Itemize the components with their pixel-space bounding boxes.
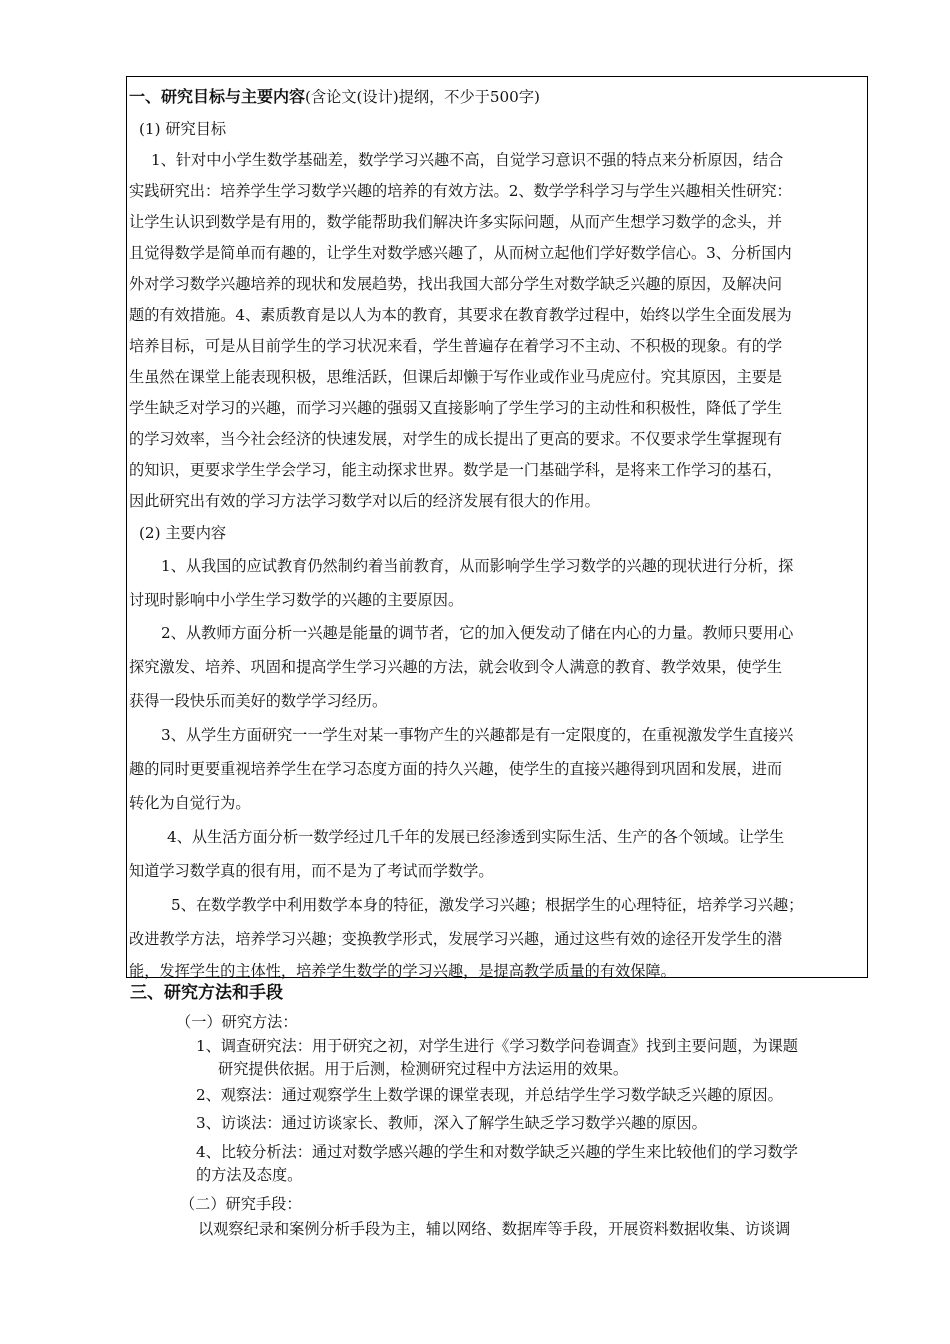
section1-heading-title: 一、研究目标与主要内容 [129,87,306,106]
goal-line: 题的有效措施。4、素质教育是以人为本的教育，其要求在教育教学过程中，始终以学生全面发展为 [129,306,792,324]
content-line: 3、从学生方面研究一一学生对某一事物产生的兴趣都是有一定限度的，在重视激发学生直接兴 [161,726,794,744]
goal-line: 因此研究出有效的学习方法学习数学对以后的经济发展有很大的作用。 [129,492,600,510]
method-survey-cont: 研究提供依据。用于后测，检测研究过程中方法运用的效果。 [218,1060,629,1078]
methods-title: （一）研究方法： [176,1013,298,1031]
means-line: 以观察纪录和案例分析手段为主，辅以网络、数据库等手段，开展资料数据收集、访谈调 [198,1220,791,1238]
goal-line: 生虽然在课堂上能表现积极，思维活跃，但课后却懒于写作业或作业马虎应付。究其原因，主要是 [129,368,783,386]
content-line: 知道学习数学真的很有用，而不是为了考试而学数学。 [129,862,494,880]
method-interview: 3、访谈法：通过访谈家长、教师，深入了解学生缺乏学习数学兴趣的原因。 [196,1114,707,1132]
content-line: 趣的同时更要重视培养学生在学习态度方面的持久兴趣，使学生的直接兴趣得到巩固和发展，进而 [129,760,783,778]
goal-line: 外对学习数学兴趣培养的现状和发展趋势，找出我国大部分学生对数学缺乏兴趣的原因，及解决问 [129,275,783,293]
goal-line: 培养目标，可是从目前学生的学习状况来看，学生普遍存在着学习不主动、不积极的现象。有的学 [129,337,783,355]
content-line: 1、从我国的应试教育仍然制约着当前教育，从而影响学生学习数学的兴趣的现状进行分析，探 [161,557,794,575]
content-line: 获得一段快乐而美好的数学学习经历。 [129,692,388,710]
section1-heading-note: (含论文(设计)提纲，不少于500字) [305,88,540,106]
method-survey: 1、调查研究法：用于研究之初，对学生进行《学习数学问卷调查》找到主要问题，为课题 [196,1037,798,1055]
content-line: 5、在数学教学中利用数学本身的特征，激发学习兴趣；根据学生的心理特征，培养学习兴趣； [171,896,804,914]
goal-line: 实践研究出：培养学生学习数学兴趣的培养的有效方法。2、数学学科学习与学生兴趣相关性研究： [129,182,792,200]
goal-line: 且觉得数学是简单而有趣的，让学生对数学感兴趣了，从而树立起他们学好数学信心。3、分析国内 [129,244,792,262]
content-title: (2) 主要内容 [139,524,227,542]
section3-heading: 三、研究方法和手段 [130,983,283,1003]
section1-heading [129,87,867,107]
goal-line: 1、针对中小学生数学基础差，数学学习兴趣不高，自觉学习意识不强的特点来分析原因，结合 [151,151,784,169]
goal-line: 的知识，更要求学生学会学习，能主动探求世界。数学是一门基础学科，是将来工作学习的基石， [129,461,783,479]
content-line: 探究激发、培养、巩固和提高学生学习兴趣的方法，就会收到令人满意的教育、教学效果，使学生 [129,658,783,676]
content-line: 4、从生活方面分析一数学经过几千年的发展已经渗透到实际生活、生产的各个领域。让学生 [167,828,785,846]
content-line: 改进教学方法，培养学习兴趣；变换教学形式，发展学习兴趣，通过这些有效的途径开发学生的潜 [129,930,783,948]
content-line: 转化为自觉行为。 [129,794,251,812]
goal-line: 让学生认识到数学是有用的，数学能帮助我们解决许多实际问题，从而产生想学习数学的念头，并 [129,213,783,231]
content-line: 2、从教师方面分析一兴趣是能量的调节者，它的加入便发动了储在内心的力量。教师只要用心 [161,624,794,642]
means-title: （二）研究手段： [180,1195,302,1213]
method-comparison-cont: 的方法及态度。 [196,1166,303,1184]
content-line: 能，发挥学生的主体性，培养学生数学的学习兴趣，是提高教学质量的有效保障。 [129,962,676,980]
method-comparison: 4、比较分析法：通过对数学感兴趣的学生和对数学缺乏兴趣的学生来比较他们的学习数学 [196,1143,798,1161]
goal-line: 学生缺乏对学习的兴趣，而学习兴趣的强弱又直接影响了学生学习的主动性和积极性，降低了学生 [129,399,783,417]
research-goals-box [126,76,868,978]
method-observation: 2、观察法：通过观察学生上数学课的课堂表现，并总结学生学习数学缺乏兴趣的原因。 [196,1086,783,1104]
goal-line: 的学习效率，当今社会经济的快速发展，对学生的成长提出了更高的要求。不仅要求学生掌握现有 [129,430,783,448]
goal-title: (1) 研究目标 [139,120,227,138]
content-line: 讨现时影响中小学生学习数学的兴趣的主要原因。 [129,591,464,609]
